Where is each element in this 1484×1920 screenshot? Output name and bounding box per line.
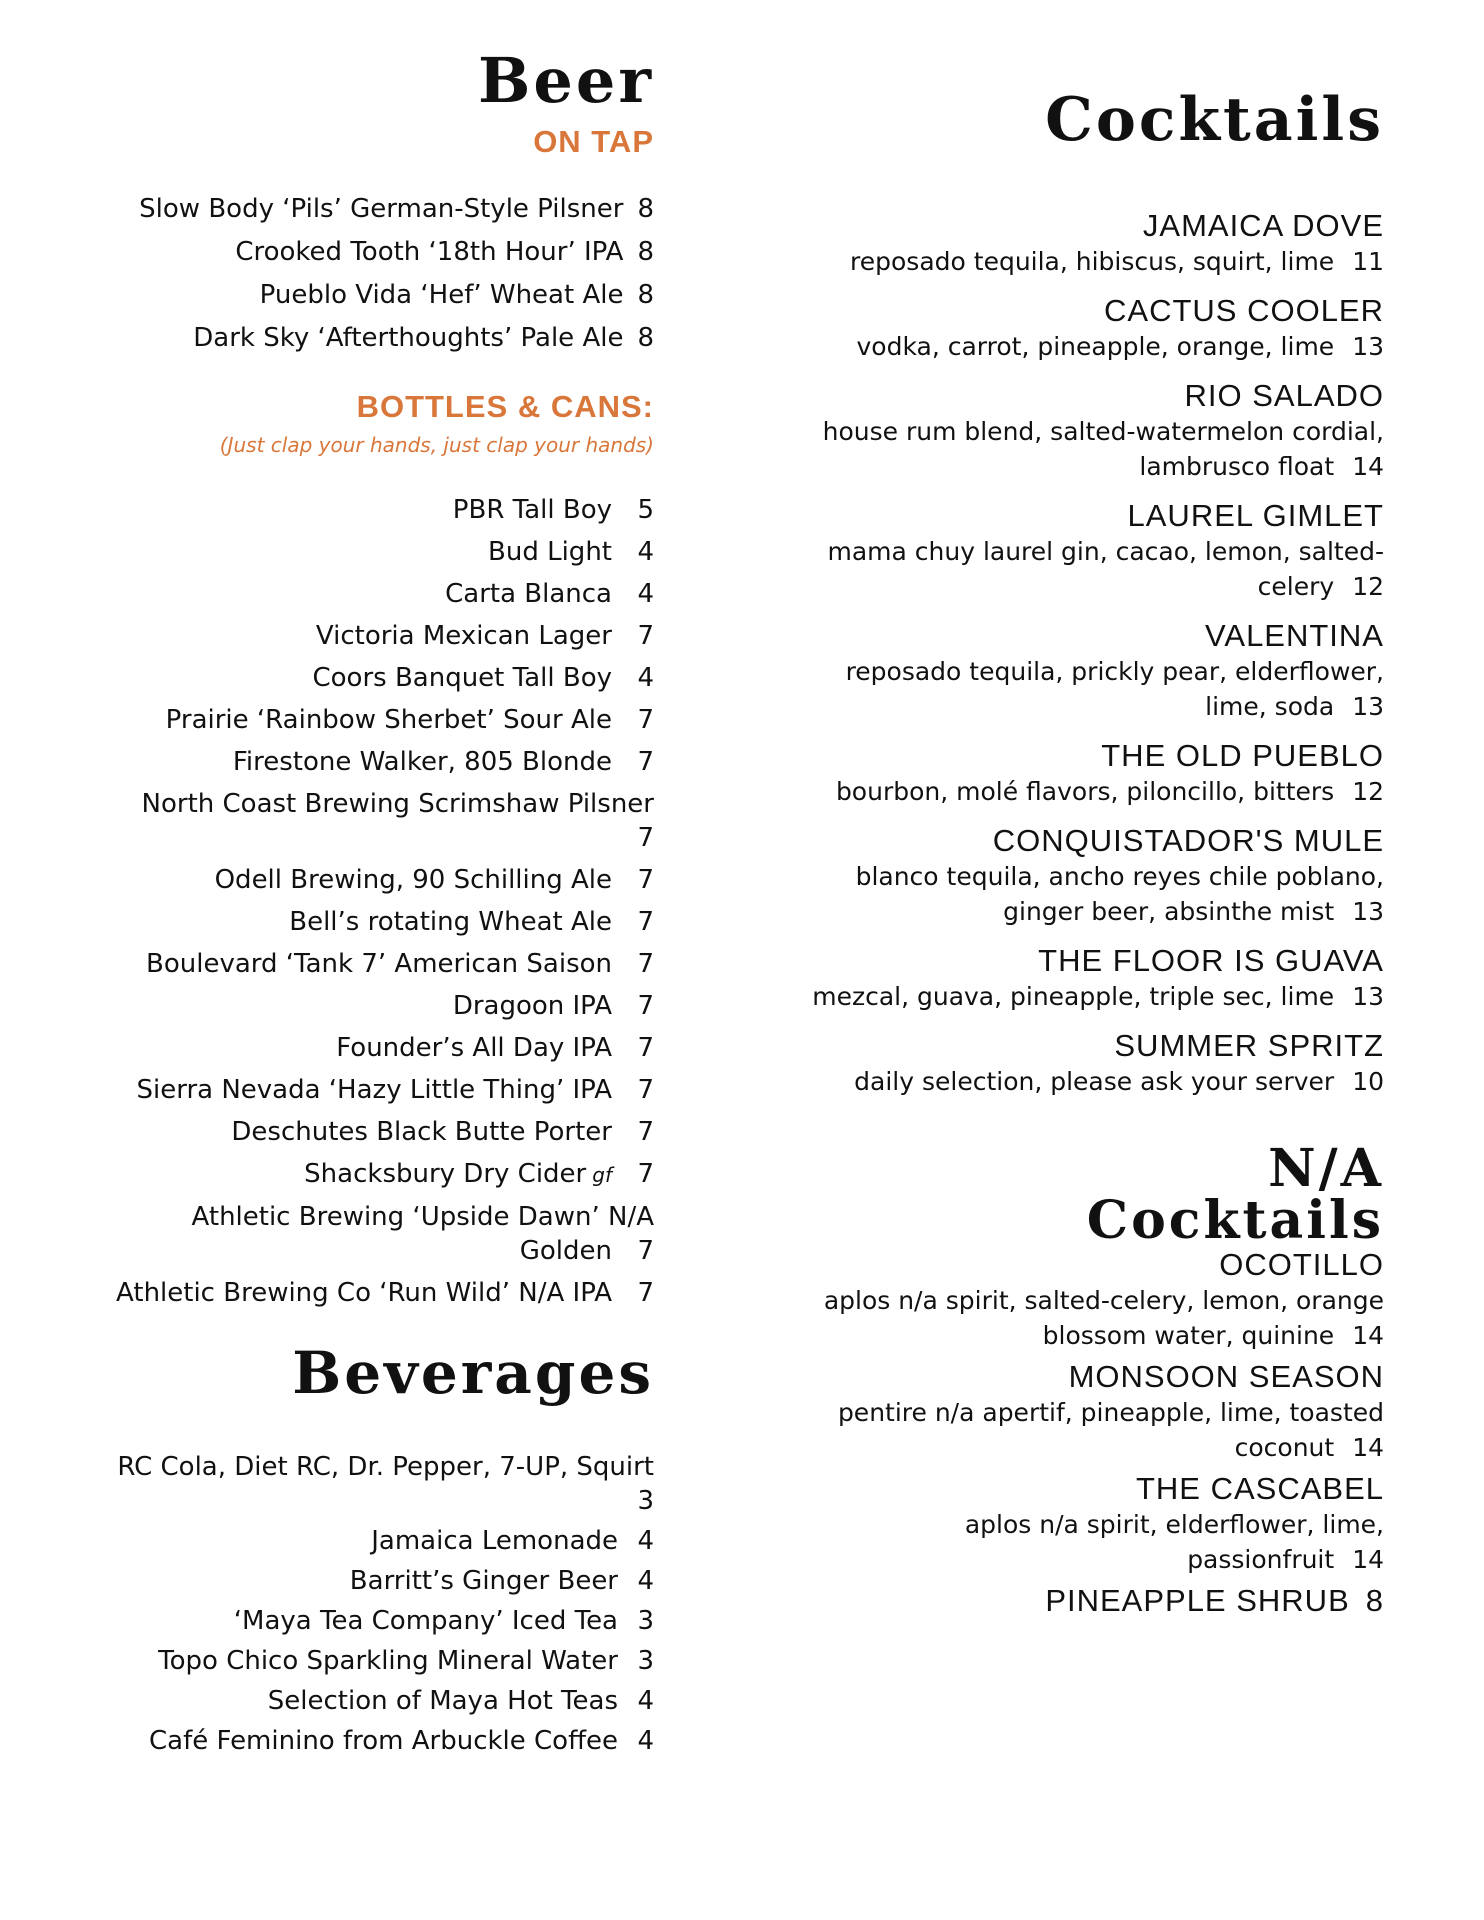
item-price: 7 <box>637 1159 654 1189</box>
list-item <box>100 947 654 981</box>
item-name: Founder’s All Day IPA <box>336 1033 612 1063</box>
item-price: 7 <box>637 1236 654 1266</box>
item-name: PBR Tall Boy <box>452 495 612 525</box>
item-price: 7 <box>637 1278 654 1308</box>
cocktail-name: SUMMER SPRITZ <box>1114 1028 1384 1063</box>
item-price: 4 <box>637 1686 654 1716</box>
item-price: 7 <box>637 1033 654 1063</box>
item-price: 4 <box>637 1566 654 1596</box>
description-text: reposado tequila, prickly pear, elderflower, lime, soda <box>845 657 1384 721</box>
cocktail-description <box>800 1395 1384 1465</box>
item-price: 7 <box>637 747 654 777</box>
item-price: 3 <box>637 1646 654 1676</box>
item-price: 5 <box>637 495 654 525</box>
cocktail-description <box>800 329 1384 364</box>
item-name: Crooked Tooth ‘18th Hour’ IPA <box>235 237 624 267</box>
description-text: mama chuy laurel gin, cacao, lemon, salted-celery <box>827 537 1384 601</box>
list-item <box>100 1031 654 1065</box>
cocktail-price: 10 <box>1352 1067 1384 1096</box>
cocktail-price: 14 <box>1352 1321 1384 1350</box>
list-item <box>100 1724 654 1758</box>
item-name: Barritt’s Ginger Beer <box>349 1566 618 1596</box>
cocktail-name: THE FLOOR IS GUAVA <box>1038 943 1384 978</box>
item-price: 4 <box>637 537 654 567</box>
item-name: ‘Maya Tea Company’ Iced Tea <box>233 1606 618 1636</box>
item-name: Sierra Nevada ‘Hazy Little Thing’ IPA <box>136 1075 612 1105</box>
cocktail-description <box>800 979 1384 1014</box>
cocktail-price: 14 <box>1352 1433 1384 1462</box>
cocktail-price: 13 <box>1352 897 1384 926</box>
list-item <box>100 321 654 355</box>
cocktail-description <box>800 1283 1384 1353</box>
item-name: Odell Brewing, 90 Schilling Ale <box>214 865 612 895</box>
list-item <box>100 1604 654 1638</box>
na-cocktails-list <box>800 1247 1384 1619</box>
item-price: 7 <box>637 1117 654 1147</box>
description-text: aplos n/a spirit, salted-celery, lemon, orange blossom water, quinine <box>823 1286 1384 1350</box>
left-column <box>100 44 654 1764</box>
list-item <box>100 863 654 897</box>
na-cocktails-heading <box>800 1138 1384 1251</box>
cocktail-item <box>800 1359 1384 1465</box>
list-item <box>100 1200 654 1268</box>
list-item <box>100 745 654 779</box>
item-price: 8 <box>637 237 654 267</box>
item-price: 7 <box>637 949 654 979</box>
item-price: 7 <box>637 705 654 735</box>
item-name: Athletic Brewing Co ‘Run Wild’ N/A IPA <box>116 1278 612 1308</box>
cocktail-name-with-price <box>800 1583 1384 1619</box>
item-name: Firestone Walker, 805 Blonde <box>232 747 612 777</box>
list-item <box>100 1276 654 1310</box>
right-column <box>800 85 1384 1625</box>
cocktail-item <box>800 738 1384 809</box>
cocktail-item <box>800 618 1384 724</box>
description-text: daily selection, please ask your server <box>854 1067 1335 1096</box>
item-price: 8 <box>637 323 654 353</box>
cocktail-item <box>800 1471 1384 1577</box>
list-item <box>100 192 654 226</box>
list-item <box>100 905 654 939</box>
cocktail-item <box>800 1247 1384 1353</box>
on-tap-list <box>100 192 654 355</box>
item-price: 7 <box>637 621 654 651</box>
description-text: aplos n/a spirit, elderflower, lime, passionfruit <box>964 1510 1384 1574</box>
cocktail-description <box>800 534 1384 604</box>
list-item <box>100 787 654 855</box>
description-text: reposado tequila, hibiscus, squirt, lime <box>850 247 1335 276</box>
item-name: Victoria Mexican Lager <box>315 621 612 651</box>
list-item <box>100 278 654 312</box>
cocktail-name: MONSOON SEASON <box>1068 1359 1384 1394</box>
list-item <box>100 1115 654 1149</box>
item-price: 8 <box>637 280 654 310</box>
cocktail-name: VALENTINA <box>1205 618 1384 653</box>
item-name: Dragoon IPA <box>452 991 612 1021</box>
na-heading-line2: Cocktails <box>1086 1190 1384 1251</box>
cocktail-description <box>800 1507 1384 1577</box>
list-item <box>100 1073 654 1107</box>
item-name: RC Cola, Diet RC, Dr. Pepper, 7-UP, Squirt <box>117 1452 654 1482</box>
bottles-cans-note: (Just clap your hands, just clap your hands) <box>219 433 654 457</box>
item-price: 7 <box>637 865 654 895</box>
cocktail-name: THE OLD PUEBLO <box>1101 738 1384 773</box>
cocktail-item <box>800 208 1384 279</box>
on-tap-label: ON TAP <box>533 124 654 159</box>
item-name: Pueblo Vida ‘Hef’ Wheat Ale <box>259 280 624 310</box>
cocktail-price: 13 <box>1352 692 1384 721</box>
item-price: 4 <box>637 1726 654 1756</box>
item-name: Slow Body ‘Pils’ German-Style Pilsner <box>139 194 624 224</box>
bottles-cans-label: BOTTLES & CANS: <box>356 389 654 424</box>
item-name: Boulevard ‘Tank 7’ American Saison <box>146 949 612 979</box>
bottles-cans-list <box>100 493 654 1310</box>
cocktail-description <box>800 414 1384 484</box>
item-name: Dark Sky ‘Afterthoughts’ Pale Ale <box>193 323 624 353</box>
cocktail-description <box>800 859 1384 929</box>
item-price: 3 <box>637 1486 654 1516</box>
cocktail-price: 12 <box>1352 777 1384 806</box>
list-item <box>100 1684 654 1718</box>
item-name: Café Feminino from Arbuckle Coffee <box>149 1726 618 1756</box>
item-price: 8 <box>637 194 654 224</box>
item-name: Topo Chico Sparkling Mineral Water <box>158 1646 618 1676</box>
list-item <box>100 989 654 1023</box>
cocktails-list <box>800 208 1384 1099</box>
cocktail-price: 13 <box>1352 982 1384 1011</box>
beverages-list <box>100 1450 654 1758</box>
cocktail-price: 8 <box>1365 1583 1384 1618</box>
cocktail-price: 13 <box>1352 332 1384 361</box>
list-item <box>100 661 654 695</box>
cocktail-name: LAUREL GIMLET <box>1127 498 1384 533</box>
item-price: 4 <box>637 663 654 693</box>
list-item <box>100 493 654 527</box>
cocktail-name: CACTUS COOLER <box>1104 293 1384 328</box>
item-name: North Coast Brewing Scrimshaw Pilsner <box>141 789 654 819</box>
cocktail-price: 14 <box>1352 452 1384 481</box>
item-name: Athletic Brewing ‘Upside Dawn’ N/A Golden <box>191 1202 654 1266</box>
cocktail-price: 12 <box>1352 572 1384 601</box>
item-name: Bud Light <box>488 537 612 567</box>
beverages-heading: Beverages <box>292 1339 654 1407</box>
na-heading-line1: N/A <box>1268 1138 1384 1199</box>
gluten-free-tag: gf <box>592 1163 612 1187</box>
cocktail-item <box>800 293 1384 364</box>
cocktail-item <box>800 1583 1384 1619</box>
cocktail-name: CONQUISTADOR'S MULE <box>992 823 1384 858</box>
cocktail-name: RIO SALADO <box>1184 378 1384 413</box>
item-name: Jamaica Lemonade <box>371 1526 618 1556</box>
list-item <box>100 535 654 569</box>
description-text: blanco tequila, ancho reyes chile poblano, ginger beer, absinthe mist <box>855 862 1384 926</box>
item-price: 4 <box>637 579 654 609</box>
item-name: Bell’s rotating Wheat Ale <box>289 907 612 937</box>
item-name: Prairie ‘Rainbow Sherbet’ Sour Ale <box>165 705 612 735</box>
list-item <box>100 1564 654 1598</box>
description-text: mezcal, guava, pineapple, triple sec, lime <box>812 982 1335 1011</box>
cocktail-price: 11 <box>1352 247 1384 276</box>
description-text: house rum blend, salted-watermelon cordial, lambrusco float <box>822 417 1384 481</box>
cocktail-item <box>800 823 1384 929</box>
item-name: Shacksbury Dry Cider <box>304 1159 587 1189</box>
list-item <box>100 235 654 269</box>
cocktail-item <box>800 1028 1384 1099</box>
item-price: 3 <box>637 1606 654 1636</box>
list-item <box>100 1450 654 1518</box>
cocktail-item <box>800 943 1384 1014</box>
cocktail-name: PINEAPPLE SHRUB <box>1045 1583 1350 1618</box>
cocktail-item <box>800 498 1384 604</box>
cocktail-description <box>800 774 1384 809</box>
description-text: vodka, carrot, pineapple, orange, lime <box>856 332 1335 361</box>
cocktail-name: OCOTILLO <box>1219 1247 1384 1282</box>
item-price: 7 <box>637 991 654 1021</box>
cocktail-price: 14 <box>1352 1545 1384 1574</box>
list-item <box>100 1524 654 1558</box>
list-item <box>100 1157 654 1192</box>
item-price: 7 <box>637 823 654 853</box>
cocktail-name: THE CASCABEL <box>1135 1471 1384 1506</box>
cocktails-heading: Cocktails <box>1045 85 1384 155</box>
description-text: bourbon, molé flavors, piloncillo, bitters <box>835 777 1335 806</box>
item-name: Deschutes Black Butte Porter <box>231 1117 612 1147</box>
cocktail-description <box>800 244 1384 279</box>
list-item <box>100 619 654 653</box>
item-name: Selection of Maya Hot Teas <box>267 1686 618 1716</box>
cocktail-name: JAMAICA DOVE <box>1142 208 1384 243</box>
beer-heading: Beer <box>478 44 654 117</box>
item-price: 7 <box>637 1075 654 1105</box>
item-price: 7 <box>637 907 654 937</box>
description-text: pentire n/a apertif, pineapple, lime, toasted coconut <box>837 1398 1384 1462</box>
item-name: Coors Banquet Tall Boy <box>312 663 612 693</box>
cocktail-item <box>800 378 1384 484</box>
item-price: 4 <box>637 1526 654 1556</box>
list-item <box>100 1644 654 1678</box>
cocktail-description <box>800 1064 1384 1099</box>
cocktail-description <box>800 654 1384 724</box>
list-item <box>100 703 654 737</box>
list-item <box>100 577 654 611</box>
item-name: Carta Blanca <box>445 579 612 609</box>
